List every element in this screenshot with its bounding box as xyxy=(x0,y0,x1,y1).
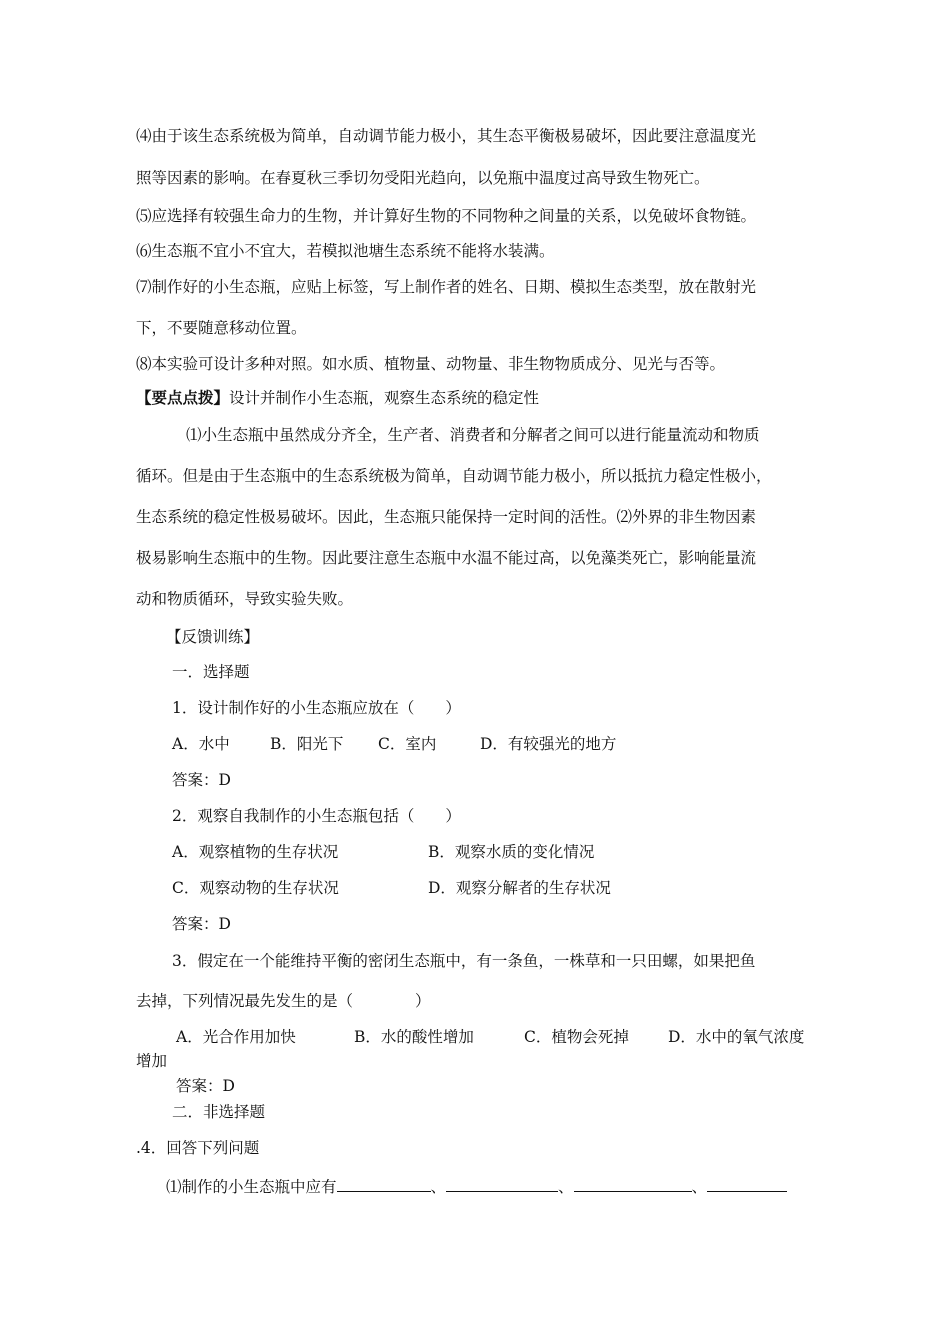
section-heading: 一．选择题 xyxy=(172,663,250,681)
option-b: B．阳光下 xyxy=(270,735,344,753)
answer-blank[interactable] xyxy=(574,1177,692,1192)
option-a: A．水中 xyxy=(172,735,230,753)
option-d: D．有较强光的地方 xyxy=(480,735,617,753)
key-points-label: 【要点点拨】 xyxy=(136,388,230,407)
option-d: D．水中的氧气浓度 xyxy=(668,1028,805,1046)
paragraph-line: 生态系统的稳定性极易破坏。因此，生态瓶只能保持一定时间的活性。⑵外界的非生物因素 xyxy=(136,508,757,526)
paragraph-line: 循环。但是由于生态瓶中的生态系统极为简单，自动调节能力极小，所以抵抗力稳定性极小， xyxy=(136,467,772,485)
option-c: C．观察动物的生存状况 xyxy=(172,879,339,897)
text-line: ⑷由于该生态系统极为简单，自动调节能力极小，其生态平衡极易破坏，因此要注意温度光 xyxy=(136,127,757,145)
question-3: 3．假定在一个能维持平衡的密闭生态瓶中，有一条鱼，一株草和一只田螺，如果把鱼 xyxy=(172,952,756,970)
feedback-heading: 【反馈训练】 xyxy=(166,628,260,646)
answer: 答案：D xyxy=(172,771,231,789)
separator: 、 xyxy=(430,1178,447,1196)
option-a: A．光合作用加快 xyxy=(176,1028,296,1046)
key-points-topic: 设计并制作小生态瓶，观察生态系统的稳定性 xyxy=(229,389,540,407)
answer-blank[interactable] xyxy=(707,1177,787,1192)
answer: 答案：D xyxy=(172,915,231,933)
text-line: 照等因素的影响。在春夏秋三季切勿受阳光趋向，以免瓶中温度过高导致生物死亡。 xyxy=(136,169,710,187)
option-a: A．观察植物的生存状况 xyxy=(172,843,339,861)
separator: 、 xyxy=(558,1178,574,1196)
paragraph-line: 极易影响生态瓶中的生物。因此要注意生态瓶中水温不能过高，以免藻类死亡，影响能量流 xyxy=(136,549,757,567)
text-line: 下，不要随意移动位置。 xyxy=(136,319,307,337)
paragraph-line: ⑴小生态瓶中虽然成分齐全，生产者、消费者和分解者之间可以进行能量流动和物质 xyxy=(186,426,760,444)
option-d: D．观察分解者的生存状况 xyxy=(428,879,611,897)
option-c: C．室内 xyxy=(378,735,437,753)
text-line: ⑻本实验可设计多种对照。如水质、植物量、动物量、非生物物质成分、见光与否等。 xyxy=(136,355,726,373)
section-heading: 二．非选择题 xyxy=(172,1103,266,1121)
question-4: .4．回答下列问题 xyxy=(136,1139,260,1157)
text-line: ⑹生态瓶不宜小不宜大，若模拟池塘生态系统不能将水装满。 xyxy=(136,242,555,260)
question-4-part-1-text: ⑴制作的小生态瓶中应有 xyxy=(166,1178,337,1196)
question-2: 2．观察自我制作的小生态瓶包括（ ） xyxy=(172,807,461,825)
separator: 、 xyxy=(691,1178,708,1196)
paragraph-line: 动和物质循环，导致实验失败。 xyxy=(136,590,354,608)
question-4-part-1 xyxy=(166,1177,787,1197)
option-b: B．水的酸性增加 xyxy=(354,1028,474,1046)
option-c: C．植物会死掉 xyxy=(524,1028,629,1046)
key-points-heading xyxy=(136,388,539,408)
text-line: ⑺制作好的小生态瓶，应贴上标签，写上制作者的姓名、日期、模拟生态类型，放在散射光 xyxy=(136,278,757,296)
option-b: B．观察水质的变化情况 xyxy=(428,843,595,861)
answer-blank[interactable] xyxy=(337,1177,431,1192)
option-d-cont: 增加 xyxy=(136,1052,168,1070)
text-line: ⑸应选择有较强生命力的生物，并计算好生物的不同物种之间量的关系，以免破坏食物链。 xyxy=(136,207,757,225)
question-1: 1．设计制作好的小生态瓶应放在（ ） xyxy=(172,699,461,717)
question-3-cont: 去掉，下列情况最先发生的是（ ） xyxy=(136,992,431,1010)
answer-blank[interactable] xyxy=(446,1177,558,1192)
answer: 答案：D xyxy=(176,1077,235,1095)
